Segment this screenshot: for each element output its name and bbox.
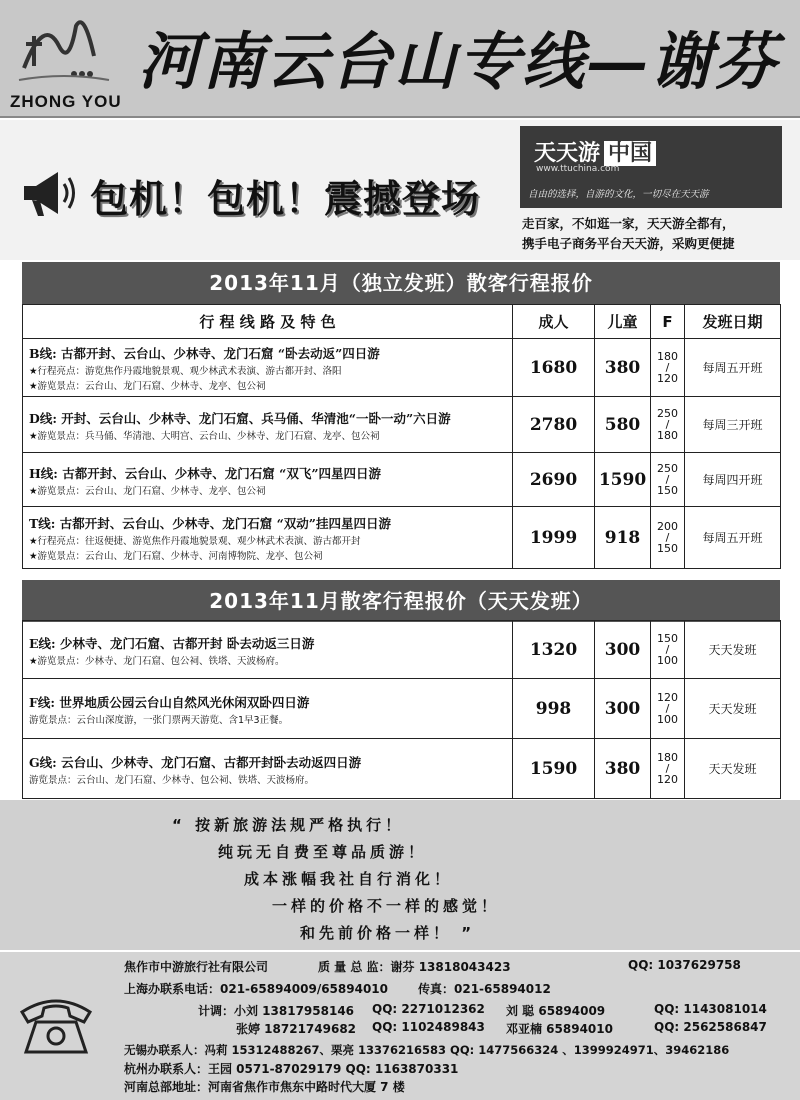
quality-director: 质 量 总 监：谢芬 13818043423	[318, 960, 511, 974]
route-detail: 游览景点：云台山、龙门石窟、少林寺、包公祠、铁塔、天波杨府。	[29, 774, 315, 786]
departure-date: 每周四开班	[685, 453, 781, 507]
f-price-bottom: 120	[657, 773, 678, 786]
f-price-bottom: 100	[657, 654, 678, 667]
child-price: 1590	[595, 453, 651, 507]
slogan-line: 一样的价格不一样的感觉！	[272, 897, 501, 915]
slogan-line: 成本涨幅我社自行消化！	[244, 870, 454, 888]
shanghai-fax: 传真：021-65894012	[418, 982, 551, 996]
planner-deng-qq: QQ: 2562586847	[654, 1020, 767, 1034]
promo-headline: 包机！包机！震撼登场	[90, 177, 481, 221]
route-cell	[23, 397, 513, 453]
f-price-top: 150	[657, 632, 678, 645]
f-divider: /	[665, 702, 670, 715]
child-price: 300	[595, 679, 651, 739]
zhongyou-logo	[6, 6, 130, 114]
departure-date: 天天发班	[685, 679, 781, 739]
adult-price: 1999	[513, 507, 595, 569]
slogan-line: “ 按新旅游法规严格执行！	[172, 816, 405, 834]
child-price: 580	[595, 397, 651, 453]
planner-liu-qq: QQ: 2271012362	[372, 1002, 485, 1016]
route-cell	[23, 679, 513, 739]
f-divider: /	[665, 531, 670, 544]
f-price-bottom: 150	[657, 542, 678, 555]
hangzhou-office: 杭州办联系人：王园 0571-87029179 QQ: 1163870331	[124, 1062, 459, 1076]
route-cell	[23, 507, 513, 569]
route-cell	[23, 739, 513, 799]
departure-date: 天天发班	[685, 739, 781, 799]
page-title: 河南云台山专线—谢芬	[138, 25, 779, 98]
planner-liucong: 刘 聪 65894009	[506, 1004, 606, 1018]
f-divider: /	[665, 643, 670, 656]
child-price: 918	[595, 507, 651, 569]
brand-logo-box	[520, 126, 782, 208]
adult-price: 1680	[513, 339, 595, 397]
f-price	[651, 453, 685, 507]
route-detail: ★游览景点：云台山、龙门石窟、少林寺、龙亭、包公祠	[29, 485, 266, 497]
brand-name-suffix: 中国	[604, 141, 656, 166]
child-price: 380	[595, 739, 651, 799]
f-divider: /	[665, 473, 670, 486]
table-row	[23, 507, 781, 569]
child-price: 380	[595, 339, 651, 397]
shanghai-phone: 上海办联系电话：021-65894009/65894010	[124, 982, 389, 996]
planner-liu: 计调：小刘 13817958146	[198, 1004, 355, 1018]
departure-date: 每周五开班	[685, 339, 781, 397]
route-title: E线: 少林寺、龙门石窟、古都开封 卧去动返三日游	[29, 635, 315, 651]
departure-date: 每周三开班	[685, 397, 781, 453]
agency-name: 焦作市中游旅行社有限公司	[124, 960, 269, 974]
f-price	[651, 339, 685, 397]
f-price-top: 250	[657, 462, 678, 475]
f-price	[651, 397, 685, 453]
f-price-top: 200	[657, 520, 678, 533]
route-detail: ★游览景点：云台山、龙门石窟、少林寺、龙亭、包公祠	[29, 381, 266, 392]
director-qq: QQ: 1037629758	[628, 958, 741, 972]
table-row	[23, 453, 781, 507]
f-price	[651, 739, 685, 799]
f-price-bottom: 150	[657, 484, 678, 497]
route-title: G线: 云台山、少林寺、龙门石窟、古都开封卧去动返四日游	[29, 754, 362, 770]
route-title: H线: 古都开封、云台山、少林寺、龙门石窟 “双飞”四星四日游	[29, 465, 382, 481]
route-detail: ★游览景点：兵马俑、华清池、大明宫、云台山、少林寺、龙门石窟、龙亭、包公祠	[29, 430, 380, 442]
table-row	[23, 621, 781, 679]
departure-date: 天天发班	[685, 621, 781, 679]
headquarters-address: 河南总部地址：河南省焦作市焦东中路时代大厦 7 楼	[124, 1080, 405, 1094]
route-cell	[23, 339, 513, 397]
f-divider: /	[665, 762, 670, 775]
table-row	[23, 397, 781, 453]
f-price-bottom: 100	[657, 713, 678, 726]
f-price-top: 250	[657, 407, 678, 420]
section-heading-independent: 2013年11月（独立发班）散客行程报价	[22, 262, 780, 304]
mountain-logo-icon	[14, 6, 114, 88]
brand-url: www.ttuchina.com	[536, 164, 620, 174]
column-header-f: F	[651, 305, 685, 339]
price-table-daily	[22, 620, 781, 799]
f-price	[651, 621, 685, 679]
f-price-bottom: 120	[657, 372, 678, 385]
brand-desc-line-2: 携手电子商务平台天天游，采购更便捷	[522, 236, 735, 251]
f-price-top: 120	[657, 691, 678, 704]
planner-zhang: 张婷 18721749682	[236, 1022, 357, 1036]
price-table-independent	[22, 304, 781, 569]
f-divider: /	[665, 418, 670, 431]
brand-slogan: 自由的选择，自游的文化，一切尽在天天游	[528, 189, 709, 200]
route-detail: 游览景点：云台山深度游，一张门票两天游览、含1早3正餐。	[29, 714, 289, 726]
route-detail: ★行程亮点：往返便捷、游览焦作丹霞地貌景观、观少林武术表演、游古都开封	[29, 536, 361, 547]
planner-deng: 邓亚楠 65894010	[506, 1022, 613, 1036]
route-cell	[23, 621, 513, 679]
adult-price: 2690	[513, 453, 595, 507]
section-heading-daily: 2013年11月散客行程报价（天天发班）	[22, 580, 780, 622]
route-detail: ★游览景点：少林寺、龙门石窟、包公祠、铁塔、天波杨府。	[29, 655, 285, 667]
route-title: B线: 古都开封、云台山、少林寺、龙门石窟 “卧去动返”四日游	[29, 346, 380, 361]
table-row	[23, 679, 781, 739]
brand-desc-line-1: 走百家，不如逛一家，天天游全都有，	[522, 216, 735, 231]
f-divider: /	[665, 361, 670, 374]
adult-price: 998	[513, 679, 595, 739]
route-cell	[23, 453, 513, 507]
f-price-top: 180	[657, 350, 678, 363]
brand-name	[534, 136, 656, 167]
planner-zhang-qq: QQ: 1102489843	[372, 1020, 485, 1034]
f-price	[651, 679, 685, 739]
wuxi-office: 无锡办联系人：冯莉 15312488267、栗亮 13376216583 QQ: 1477566324 、1399924971、39462186	[124, 1043, 730, 1057]
logo-text: ZHONG YOU	[10, 92, 122, 111]
f-price-bottom: 180	[657, 429, 678, 442]
column-header-date: 发班日期	[685, 305, 781, 339]
brand-description	[522, 214, 735, 254]
adult-price: 1590	[513, 739, 595, 799]
megaphone-icon	[20, 168, 80, 220]
column-header-child: 儿童	[595, 305, 651, 339]
table-row	[23, 339, 781, 397]
adult-price: 2780	[513, 397, 595, 453]
child-price: 300	[595, 621, 651, 679]
f-price-top: 180	[657, 751, 678, 764]
header-banner	[0, 0, 800, 118]
route-detail: ★行程亮点：游览焦作丹霞地貌景观、观少林武术表演、游古都开封、洛阳	[29, 366, 342, 377]
brand-name-main: 天天游	[534, 141, 601, 166]
route-title: D线: 开封、云台山、少林寺、龙门石窟、兵马俑、华清池“一卧一动”六日游	[29, 410, 451, 426]
route-title: F线: 世界地质公园云台山自然风光休闲双卧四日游	[29, 694, 310, 710]
planner-liucong-qq: QQ: 1143081014	[654, 1002, 767, 1016]
departure-date: 每周五开班	[685, 507, 781, 569]
route-title: T线: 古都开封、云台山、少林寺、龙门石窟 “双动”挂四星四日游	[29, 516, 392, 531]
adult-price: 1320	[513, 621, 595, 679]
table-row	[23, 739, 781, 799]
telephone-icon	[18, 992, 94, 1056]
column-header-adult: 成人	[513, 305, 595, 339]
f-price	[651, 507, 685, 569]
slogan-line: 和先前价格一样！ ”	[300, 924, 476, 942]
column-header-route: 行 程 线 路 及 特 色	[23, 305, 513, 339]
table-header-row	[23, 305, 781, 339]
route-detail: ★游览景点：云台山、龙门石窟、少林寺、河南博物院、龙亭、包公祠	[29, 551, 323, 562]
slogan-line: 纯玩无自费至尊品质游！	[218, 843, 428, 861]
